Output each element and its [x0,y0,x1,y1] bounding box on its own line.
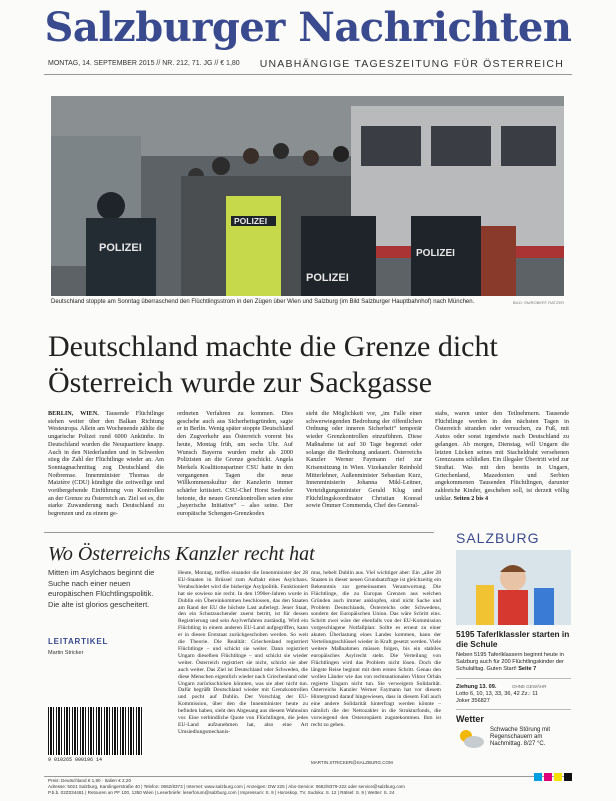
local-section-title: SALZBURG [456,530,540,546]
local-teaser [456,530,571,749]
issue-line: MONTAG, 14. SEPTEMBER 2015 // NR. 212, 71. JG // € 1,80 [48,60,240,67]
header-rule [44,74,572,75]
color-registration-bar [532,768,572,786]
dateline: BERLIN, WIEN. [48,410,99,417]
lotto-joker: Joker 356827 [456,697,490,704]
editorial-email: MARTIN.STRICKER@SALZBURG.COM [311,760,393,765]
editorial-teaser: Mitten im Asylchaos beginnt die Suche nach einer neuen europäischen Flüchtlingspolitik. Die alte ist glorios gescheitert. [48,568,155,609]
lead-photo [51,96,564,296]
barcode-number: 9 010265 000196 14 [48,757,103,763]
local-photo [456,550,571,625]
lotto-numbers: Lotto 6, 10, 13, 33, 36, 42 Zz.: 11 [456,690,538,697]
editorial-headline: Wo Österreichs Kanzler recht hat [48,543,315,565]
weather-title: Wetter [456,713,484,724]
schoolchild-illustration [456,550,571,625]
local-page-ref: Seite 7 [516,665,537,672]
section-rule [44,532,434,533]
footer-prices: Preis: Deutschland € 1,90 · Italien € 2,20 [48,778,131,783]
side-rule-2 [456,709,571,710]
editorial-author: Martin Stricker [48,650,84,656]
sun-cloud-icon [456,727,486,751]
local-headline: 5195 Taferlklassler starten in die Schule [456,629,570,649]
police-text-4: POLIZEI [416,248,455,259]
page-reference: Seiten 2 bis 4 [452,494,489,502]
side-rule [456,678,571,679]
weather-box [456,727,571,749]
footer-extra: P.b.b. 02Z034481 | Retouren an PF 100, 1350 Wien | Leserbriefe: leserforum@salzburg.com | Impressum: S. 9 | Horoskop, TV, Sudoku: S. 12 | Rätsel: S. 9 | Wetter: S. 24 [48,789,395,795]
editorial-col-1: Heute, Montag, treffen einander die Innenminister der 28 EU-Staaten in Brüssel zum Auftakt eines Asylchaos. Verabschiedet wird die bisherige Asylpolitik. Funktioniert hat sie sowieso nie recht. In den 1990er-Jahren wurde in Dublin ein Übereinkommen beschlossen, das den Staaten am Rand der EU die höchste Last auferlegt. Jener Staat, den ein Schutzsuchender zuerst betritt, ist für dessen Registrierung und sein Asylverfahren zuständig. Wird ein Flüchtling in einem anderen EU-Land aufgegriffen, kann er in diesen Erststaat zurückgeschoben werden. So weit die Theorie. Die Realität: Griechenland registriert Flüchtlinge – und schickt sie weiter. Dann registriert Ungarn dieselben Flüchtlinge – und schickt sie wieder weiter. Österreich registriert sie nicht, schickt sie aber auch weiter. Das Ziel ist Deutschland oder Schweden, die diese Menschen eigentlich wieder nach Griechenland oder Ungarn zurückschicken könnten, was sie aber nicht tun. Dafür begrüßt Deutschland wieder mit Grenzkontrollen und pocht auf Dublin. Der Vorschlag der EU-Kommission, über den die Innenminister heute zu befinden haben, sieht den Abgesang aus diesem Wahnsinn vor. Eine verbindliche Quote von Flüchtlingen, die jedes EU-Land aufzunehmen hat, also eine Art Umsiedlungsmechanis- [178,570,308,735]
editorial-label: LEITARTIKEL [48,637,109,646]
photo-caption: Deutschland stoppte am Sonntag überraschend den Flüchtlingsstrom in den Zügen über Wien und Salzburg (im Bild Salzburger Hauptbahnhof) nach München. [51,299,475,305]
lead-story-col-4 [435,410,569,502]
headline-secondary: Österreich wurde zur Sackgasse [48,366,433,399]
local-text [456,652,571,673]
weather-text: Schwache Störung mit Regenschauern am Nachmittag. 8/27 °C. [490,726,551,748]
lead-story-col-4-text: stabs, waren unter den Teilnehmern. Tausende Flüchtlinge werden in den nächsten Tagen in Österreich stranden oder versuchen, zu Fuß, mit Autos oder sonst irgendwie nach Deutschland zu gelangen. Ab morgen, Dienstag, will Ungarn die letzten Lücken seines mit Stacheldraht versehenen Grenzzauns schließen. Ein illegaler Übertritt wird zur Straftat. Was mit den bereits in Ungarn, Griechenland, Mazedonien und Serbien angekommenen Tausenden Flüchtlingen, darunter zahlreiche Kinder, geschehen soll, ist derzeit völlig unklar. [435,410,569,502]
lead-story-col-3: sieht die Möglichkeit vor, „im Falle einer schwerwiegenden Bedrohung der öffentlichen Ordnung oder inneren Sicherheit“ temporär wieder Grenzkontrollen einzuführen. Diese Maßnahme ist auf 30 Tage begrenzt oder solange die Bedrohung andauert. Österreichs Kanzler Werner Faymann rief zur Krisensitzung in Wien. Vizekanzler Reinhold Mitterlehner, Außenminister Sebastian Kurz, Innenministerin Johanna Mikl-Leitner, Verteidigungsminister Gerald Klug und Flüchtlingskoordinator Christian Konrad sowie Ömmer Commenda, Chef des General- [306,410,422,510]
police-text-2: POLIZEI [234,216,268,226]
police-text-3: POLIZEI [306,272,349,284]
lead-photo-illustration [51,96,564,296]
headline-primary: Deutschland machte die Grenze dicht [48,330,498,363]
lotto-note: OHNE GEWÄHR [511,683,547,689]
masthead-title: Salzburger Nachrichten [44,4,572,51]
tagline: UNABHÄNGIGE TAGESZEITUNG FÜR ÖSTERREICH [259,58,564,70]
lotto-draw: Ziehung 13. 09. [456,683,497,690]
lotto-draw-row [456,683,571,691]
footer-address: Adresse: 5021 Salzburg, Karolingerstraße 40 | Telefon: 0662/8373 | Internet: www.salzburg.com | Anzeigen: DW 225 | Abo-Service: 0662/8379-222 oder service@salzburg.com [48,783,405,789]
editorial-col-2: mus, hebelt Dublin aus. Viel wichtiger aber: Ein „aller 28 Staaten in dieser neuen Grundsatzfrage ist gleichzeitig ein Bekenntnis zur gemeinsamen Verantwortung. Die Flüchtlinge, die zu Europas Grenzen aus welchen Gründen auch immer anklopfen, sind nicht Sache und Problem Deutschlands, Österreichs oder Schwedens, sondern der Europäischen Union. Das wäre Schritt eins. Schritt zwei wäre der ebenfalls von der EU-Kommission vorgeschlagene Notfallplan: Sollte es erneut zu einer akuten Überlastung eines Landes kommen, kann der Verteilungsschlüssel wieder in Kraft gesetzt werden. Viele weitere Maßnahmen müssen folgen, bis ein stabiles europäisches Asylrecht steht. Die Verteilung von Flüchtlingen wird das Problem nicht lösen. Doch die längste Reise beginnt mit dem ersten Schritt. Genau den wollen Länder wie das von rechtsnationalen Viktor Orbán regierte Ungarn nicht tun. Sie verweigern Solidarität. Österreichs Kanzler Werner Faymann hat vor diesem Hintergrund darauf hingewiesen, dass in diesem Fall auch eine andere Solidarität hinterfragt werden könnte – nämlich die der Nettozahler in die Strukturfonds, die vorwiegend den Osteuropäern zugutekommen. Ihm ist recht zu geben. [311,570,441,728]
lead-story-col-1-text: Tausende Flüchtlinge stehen weiter über den Balkan Richtung Westeuropa. Allein am Wochenende zählte die ungarische Polizei rund 6000 Ankünfte. In Deutschland wurden die Neuquartiere knapp. Auch in den Niederlanden und in Schweden stieg die Zahl der Flüchtlinge wieder an. Am Sonntagnachmittag zog Deutschland die Notbremse. Innenminister Thomas de Maizière (CDU) kündigte die zeitweilige und vorübergehende Einführung von Kontrollen an der Grenze zu Österreich an. Ziel sei es, die starke Zuwanderung nach Deutschland zu begrenzen und zu einem ge- [48,410,164,518]
lead-story-col-1 [48,410,164,518]
police-text-1: POLIZEI [99,242,142,254]
footer-rule [44,776,572,777]
photo-credit: BILD: SN/ROBERT RATZER [512,300,564,305]
lead-story-col-2: ordneten Verfahren zu kommen. Dies geschehe auch aus Sicherheitsgründen, sagte er in Berlin. Wenig später stoppte Deutschland den Zugverkehr aus Österreich vorerst bis heute, Montag früh, um sechs Uhr. Auf Wunsch Bayerns wurden mehr als 2000 Polizisten an die Grenze geschickt. Angela Merkels Koalitionspartner CSU hatte in den vergangenen Tagen die neue Willkommenskultur der Kanzlerin immer schärfer kritisiert. CSU-Chef Horst Seehofer betonte, die neuen Grenzkontrollen seien eine „bayerische Initiative“ – also seine. Der europäische Schengen-Grenzkodex [177,410,293,518]
footer [48,778,578,795]
local-text-body: Neben 5195 Taferlklassern beginnt heute in Salzburg auch für 200 Flüchtlingskinder der Schulalltag. Guten Start! [456,652,564,672]
barcode [48,707,144,755]
lotto-box [456,683,571,705]
